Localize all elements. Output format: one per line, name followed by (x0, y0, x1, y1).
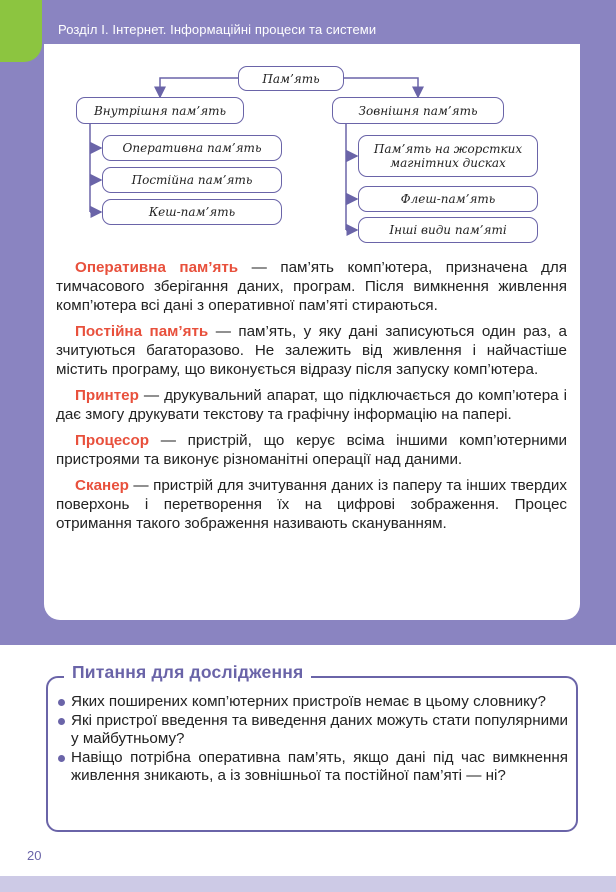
definition-term: Сканер (75, 477, 129, 494)
definition-term: Процесор (75, 432, 150, 449)
definition-text: — пристрій, що керує всіма іншими комп’ютерними пристроями та виконує різноманітні операції над даними. (56, 432, 567, 468)
definition-text: — друкувальний апарат, що підключається до комп’ютера і дає змогу друкувати текстову та графічну інформацію на папері. (56, 387, 567, 423)
node-memory: Пам’ять (238, 66, 344, 91)
definition-paragraph (56, 431, 567, 469)
research-questions-list (58, 693, 568, 786)
node-cache: Кеш-пам’ять (102, 199, 282, 225)
definition-paragraph (56, 386, 567, 424)
node-external-memory: Зовнішня пам’ять (332, 97, 504, 124)
root-to-external-arrow (344, 78, 418, 97)
definition-paragraph (56, 258, 567, 315)
page-number: 20 (27, 848, 42, 863)
node-other-memory: Інші види пам’яті (358, 217, 538, 243)
root-to-internal-arrow (160, 78, 238, 97)
node-internal-memory: Внутрішня пам’ять (76, 97, 244, 124)
glossary-definitions (56, 258, 567, 540)
research-questions-title: Питання для дослідження (64, 662, 311, 683)
definition-text: — пам’ять комп’ютера, призначена для тимчасового зберігання даних, програм. Після вимкнення живлення комп’ютера всі дані з оперативної пам’яті стираються. (56, 259, 568, 314)
definition-term: Оперативна пам’ять (75, 259, 239, 276)
node-rom: Постійна пам’ять (102, 167, 282, 193)
node-ram: Оперативна пам’ять (102, 135, 282, 161)
definition-text: — пристрій для зчитування даних із паперу та інших твердих поверхонь і перетворення їх на цифрові зображення. Процес отримання такого зображення називають скануванням. (56, 477, 567, 532)
definition-term: Принтер (75, 387, 139, 404)
list-item: Які пристрої введення та виведення даних можуть стати популярними у майбутньому? (58, 712, 568, 748)
memory-diagram (0, 0, 616, 260)
definition-paragraph (56, 476, 567, 533)
node-hdd: Пам’ять на жорстких магнітних дисках (358, 135, 538, 177)
definition-paragraph (56, 322, 567, 379)
running-header: Розділ І. Інтернет. Інформаційні процеси та системи (58, 22, 377, 37)
definition-term: Постійна пам’ять (75, 323, 209, 340)
definition-text: — пам’ять, у яку дані записуються один раз, а зчитуються багаторазово. Не залежить від живлення і найчастіше містить програму, що виконується відразу після запуску комп’ютера. (56, 323, 567, 378)
list-item: Навіщо потрібна оперативна пам’ять, якщо дані під час вимкнення живлення зникають, а із зовнішньої та постійної пам’яті — ні? (58, 749, 568, 785)
list-item: Яких поширених комп’ютерних пристроїв немає в цьому словнику? (58, 693, 568, 711)
node-flash: Флеш-пам’ять (358, 186, 538, 212)
bottom-band (0, 876, 616, 892)
